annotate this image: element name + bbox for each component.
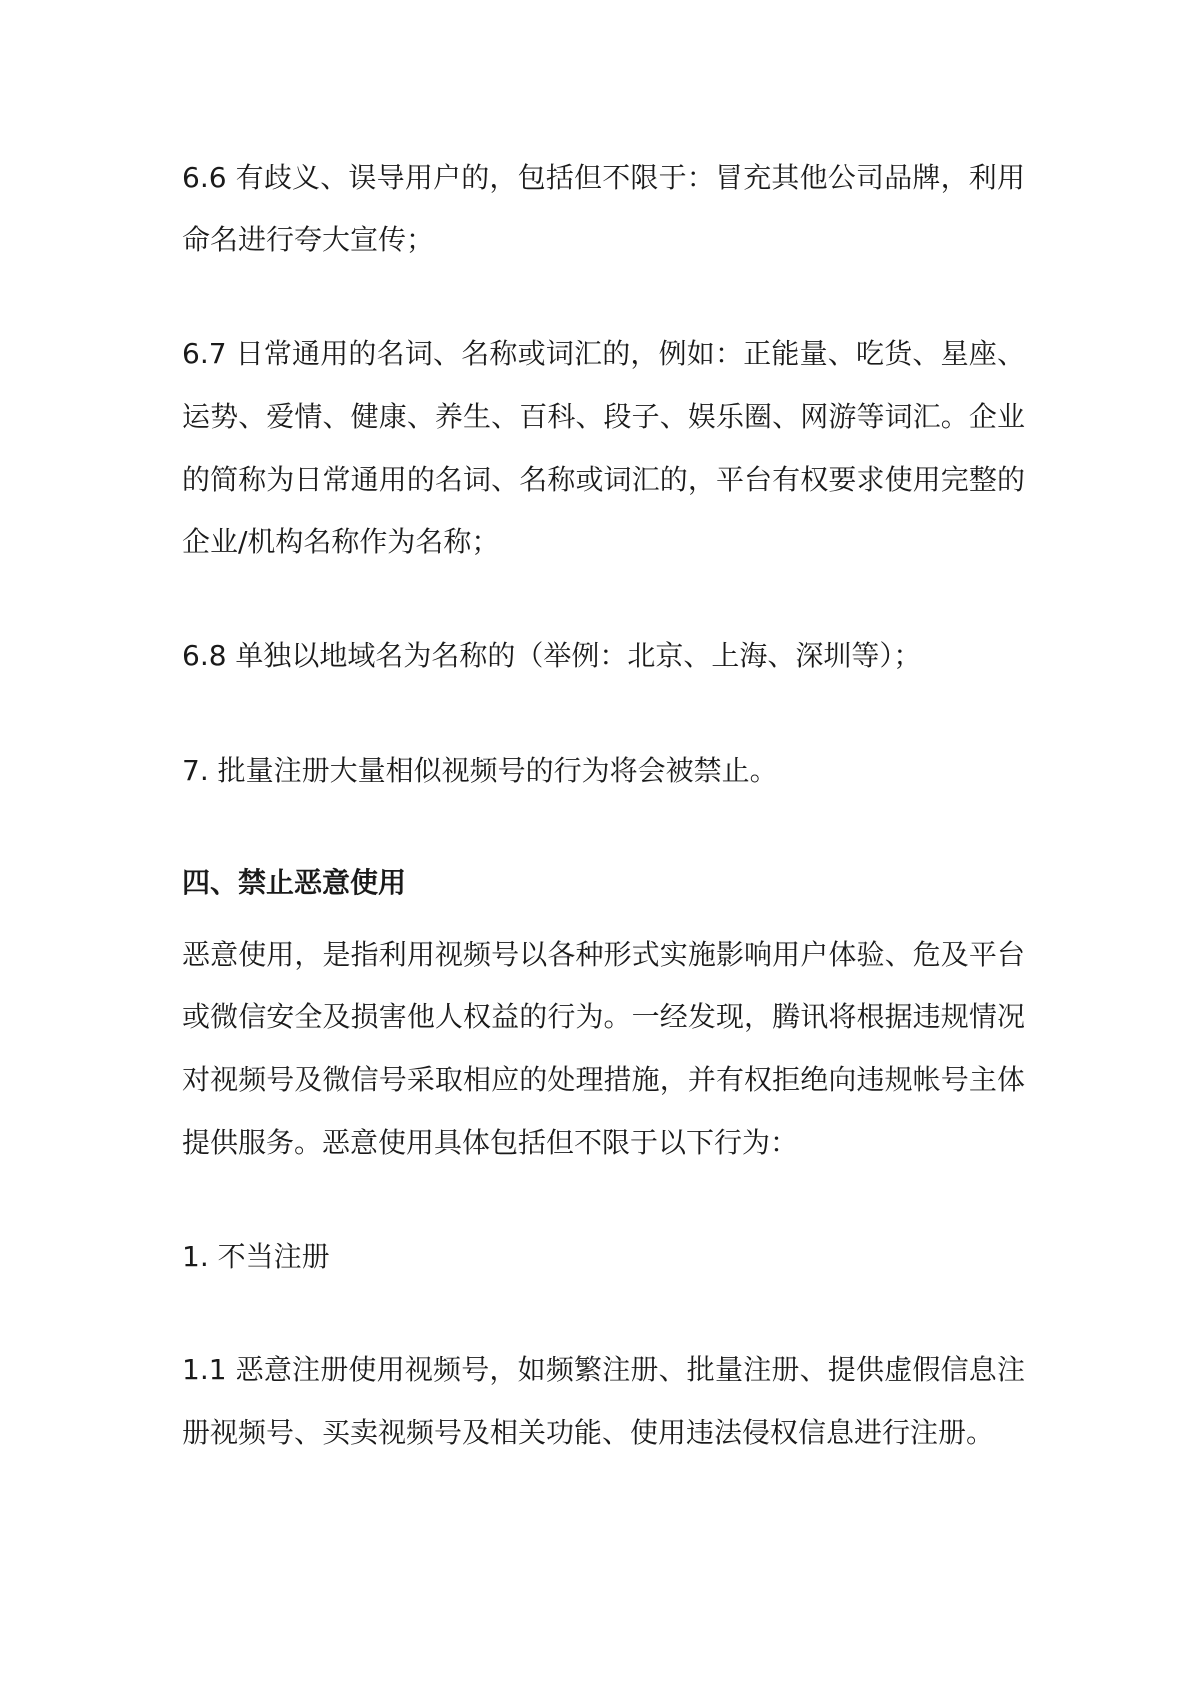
text-line: 的简称为日常通用的名词、名称或词汇的，平台有权要求使用完整的 bbox=[182, 463, 1025, 496]
text-line: 恶意使用，是指利用视频号以各种形式实施影响用户体验、危及平台 bbox=[182, 938, 1025, 971]
text-line: 册视频号、买卖视频号及相关功能、使用违法侵权信息进行注册。 bbox=[182, 1416, 995, 1449]
text-line: 6.7 日常通用的名词、名称或词汇的，例如：正能量、吃货、星座、 bbox=[182, 337, 1025, 370]
text-line: 6.8 单独以地域名为名称的（举例：北京、上海、深圳等）； bbox=[182, 639, 922, 672]
text-line: 6.6 有歧义、误导用户的，包括但不限于：冒充其他公司品牌，利用 bbox=[182, 161, 1025, 194]
text-line: 1. 不当注册 bbox=[182, 1240, 330, 1273]
text-line: 提供服务。恶意使用具体包括但不限于以下行为： bbox=[182, 1126, 799, 1159]
text-line: 命名进行夸大宣传； bbox=[182, 223, 435, 256]
text-line: 或微信安全及损害他人权益的行为。一经发现，腾讯将根据违规情况 bbox=[182, 1000, 1025, 1033]
text-line: 企业/机构名称作为名称； bbox=[182, 525, 500, 558]
text-line: 运势、爱情、健康、养生、百科、段子、娱乐圈、网游等词汇。企业 bbox=[182, 400, 1025, 433]
section-heading: 四、禁止恶意使用 bbox=[182, 866, 407, 899]
text-line: 对视频号及微信号采取相应的处理措施，并有权拒绝向违规帐号主体 bbox=[182, 1063, 1025, 1096]
text-line: 7. 批量注册大量相似视频号的行为将会被禁止。 bbox=[182, 754, 778, 787]
text-line: 1.1 恶意注册使用视频号，如频繁注册、批量注册、提供虚假信息注 bbox=[182, 1353, 1025, 1386]
